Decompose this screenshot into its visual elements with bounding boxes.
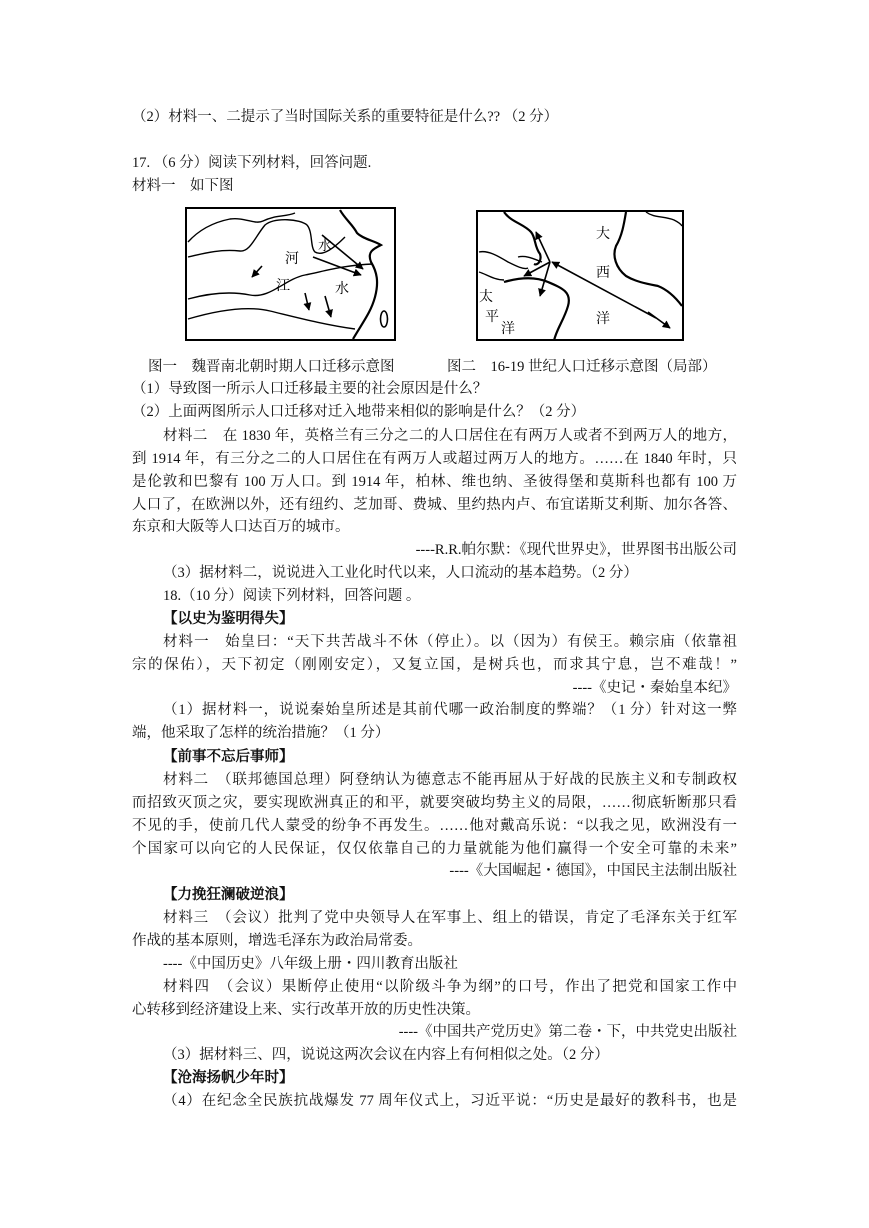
q18-question-4: （4）在纪念全民族抗战爆发 77 周年仪式上，习近平说：“历史是最好的教科书，也是 (163, 1093, 737, 1109)
material-line: 材料二 在 1830 年，英格兰有三分之二的人口居住在有两万人或者不到两万人的地方， (163, 428, 737, 444)
map-label-jiang: 江 (276, 278, 290, 294)
source-citation: ----《中国共产党历史》第二卷・下，中共党史出版社 (398, 1024, 737, 1040)
map-label-shui: 水 (335, 281, 349, 297)
section-heading: 【以史为鉴明得失】 (163, 611, 294, 627)
europe-coast (646, 212, 682, 226)
material-line: 作战的基本原则，增选毛泽东为政治局常委。 (132, 933, 422, 949)
section-heading: 【前事不忘后事师】 (163, 749, 294, 765)
material-line: 宗的保佑），天下初定（刚刚安定），又复立国，是树兵也，而求其宁息，岂不难哉！” (132, 657, 737, 673)
material-line: 而招致灭顶之灾，要实现欧洲真正的和平，就要突破均势主义的局限，……彻底斩断那只看 (132, 795, 737, 811)
q17-title: 17. （6 分）阅读下列材料，回答问题. (132, 155, 372, 171)
migration-arrow (325, 296, 331, 317)
material-line: 心转移到经济建设上来、实行改革开放的历史性决策。 (132, 1002, 480, 1018)
africa-coast (614, 212, 682, 306)
q17-question-1: （1）导致图一所示人口迁移最主要的社会原因是什么？ (132, 381, 488, 397)
migration-arrow (648, 312, 670, 328)
map-label-da: 大 (596, 226, 610, 242)
map-label-shui: 水 (318, 238, 332, 254)
source-citation: ----《大国崛起・德国》，中国民主法制出版社 (449, 863, 737, 879)
map-label-tai: 太 (479, 289, 493, 305)
question-line: （1）据材料一，说说秦始皇所述是其前代哪一政治制度的弊端？（1 分）针对这一弊 (163, 702, 737, 718)
source-citation: ----R.R.帕尔默：《现代世界史》，世界图书出版公司 (415, 542, 737, 558)
material-line: 不见的手，使前几代人蒙受的纷争不再发生。……他对戴高乐说：“以我之见，欧洲没有一 (132, 818, 737, 834)
taiwan-island (381, 311, 388, 327)
material-line: 东京和大阪等人口达百万的城市。 (132, 519, 350, 535)
material-line: 到 1914 年，有三分之二的人口居住在有两万人或超过两万人的地方。……在 1840 年时，只 (132, 451, 737, 467)
northern-boundary (188, 213, 295, 242)
map-label-yang: 洋 (596, 311, 610, 327)
gulf-coast (479, 252, 528, 269)
material-line: 材料一 始皇曰：“天下共苦战斗不休（停止）。以（因为）有侯王。赖宗庙（依靠祖 (163, 634, 737, 650)
map-label-xi: 西 (596, 265, 610, 281)
source-citation: ----《中国历史》八年级上册・四川教育出版社 (163, 956, 458, 972)
migration-arrow (252, 266, 262, 277)
section-heading: 【力挽狂澜破逆浪】 (163, 887, 294, 903)
section-heading: 【沧海扬帆少年时】 (163, 1070, 294, 1086)
map-label-ping: 平 (485, 309, 499, 325)
figure1-migration-map (185, 207, 396, 341)
q18-question-3: （3）据材料三、四，说说这两次会议在内容上有何相似之处。（2 分） (163, 1047, 609, 1063)
material-line: 材料三 （会议）批判了党中央领导人在军事上、组上的错误，肯定了毛泽东关于红军 (163, 910, 737, 926)
figure1-caption: 图一 魏晋南北朝时期人口迁移示意图 (148, 359, 395, 375)
map-label-he: 河 (285, 251, 299, 267)
q18-title: 18.（10 分）阅读下列材料，回答问题 。 (163, 588, 421, 604)
migration-arrow (536, 232, 550, 262)
material-line: 人口了，在欧洲以外，还有纽约、芝加哥、费城、里约热内卢、布宜诺斯艾利斯、加尔各答、 (132, 497, 737, 513)
migration-arrow (305, 293, 309, 310)
caribbean-island (518, 256, 542, 262)
q17-question-2: （2）上面两图所示人口迁移对迁入地带来相似的影响是什么？（2 分） (132, 404, 586, 420)
material-line: 材料二 （联邦德国总理）阿登纳认为德意志不能再屈从于好战的民族主义和专制政权 (163, 772, 737, 788)
figure2-caption: 图二 16-19 世纪人口迁移示意图（局部） (447, 359, 717, 375)
map-label-yang: 洋 (501, 321, 515, 337)
material-line: 是伦敦和巴黎有 100 万人口。到 1914 年，柏林、维也纳、圣彼得堡和莫斯科也都有 100 万 (132, 474, 737, 490)
question-line: 端，他采取了怎样的统治措施？（1 分） (132, 725, 390, 741)
material-line: 材料四 （会议）果断停止使用“以阶级斗争为纲”的口号，作出了把党和国家工作中 (163, 979, 737, 995)
q17-material1-intro: 材料一 如下图 (132, 178, 234, 194)
central-america-coast (479, 272, 504, 280)
figure2-migration-map (476, 210, 684, 341)
q16-question-2: （2）材料一、二提示了当时国际关系的重要特征是什么?? （2 分） (132, 109, 559, 125)
q17-question-3: （3）据材料二，说说进入工业化时代以来，人口流动的基本趋势。（2 分） (163, 565, 638, 581)
source-citation: ----《史记・秦始皇本纪》 (572, 680, 737, 696)
material-line: 个国家可以向它的人民保证，仅仅依靠自己的力量就能为他们赢得一个安全可靠的未来” (132, 841, 737, 857)
